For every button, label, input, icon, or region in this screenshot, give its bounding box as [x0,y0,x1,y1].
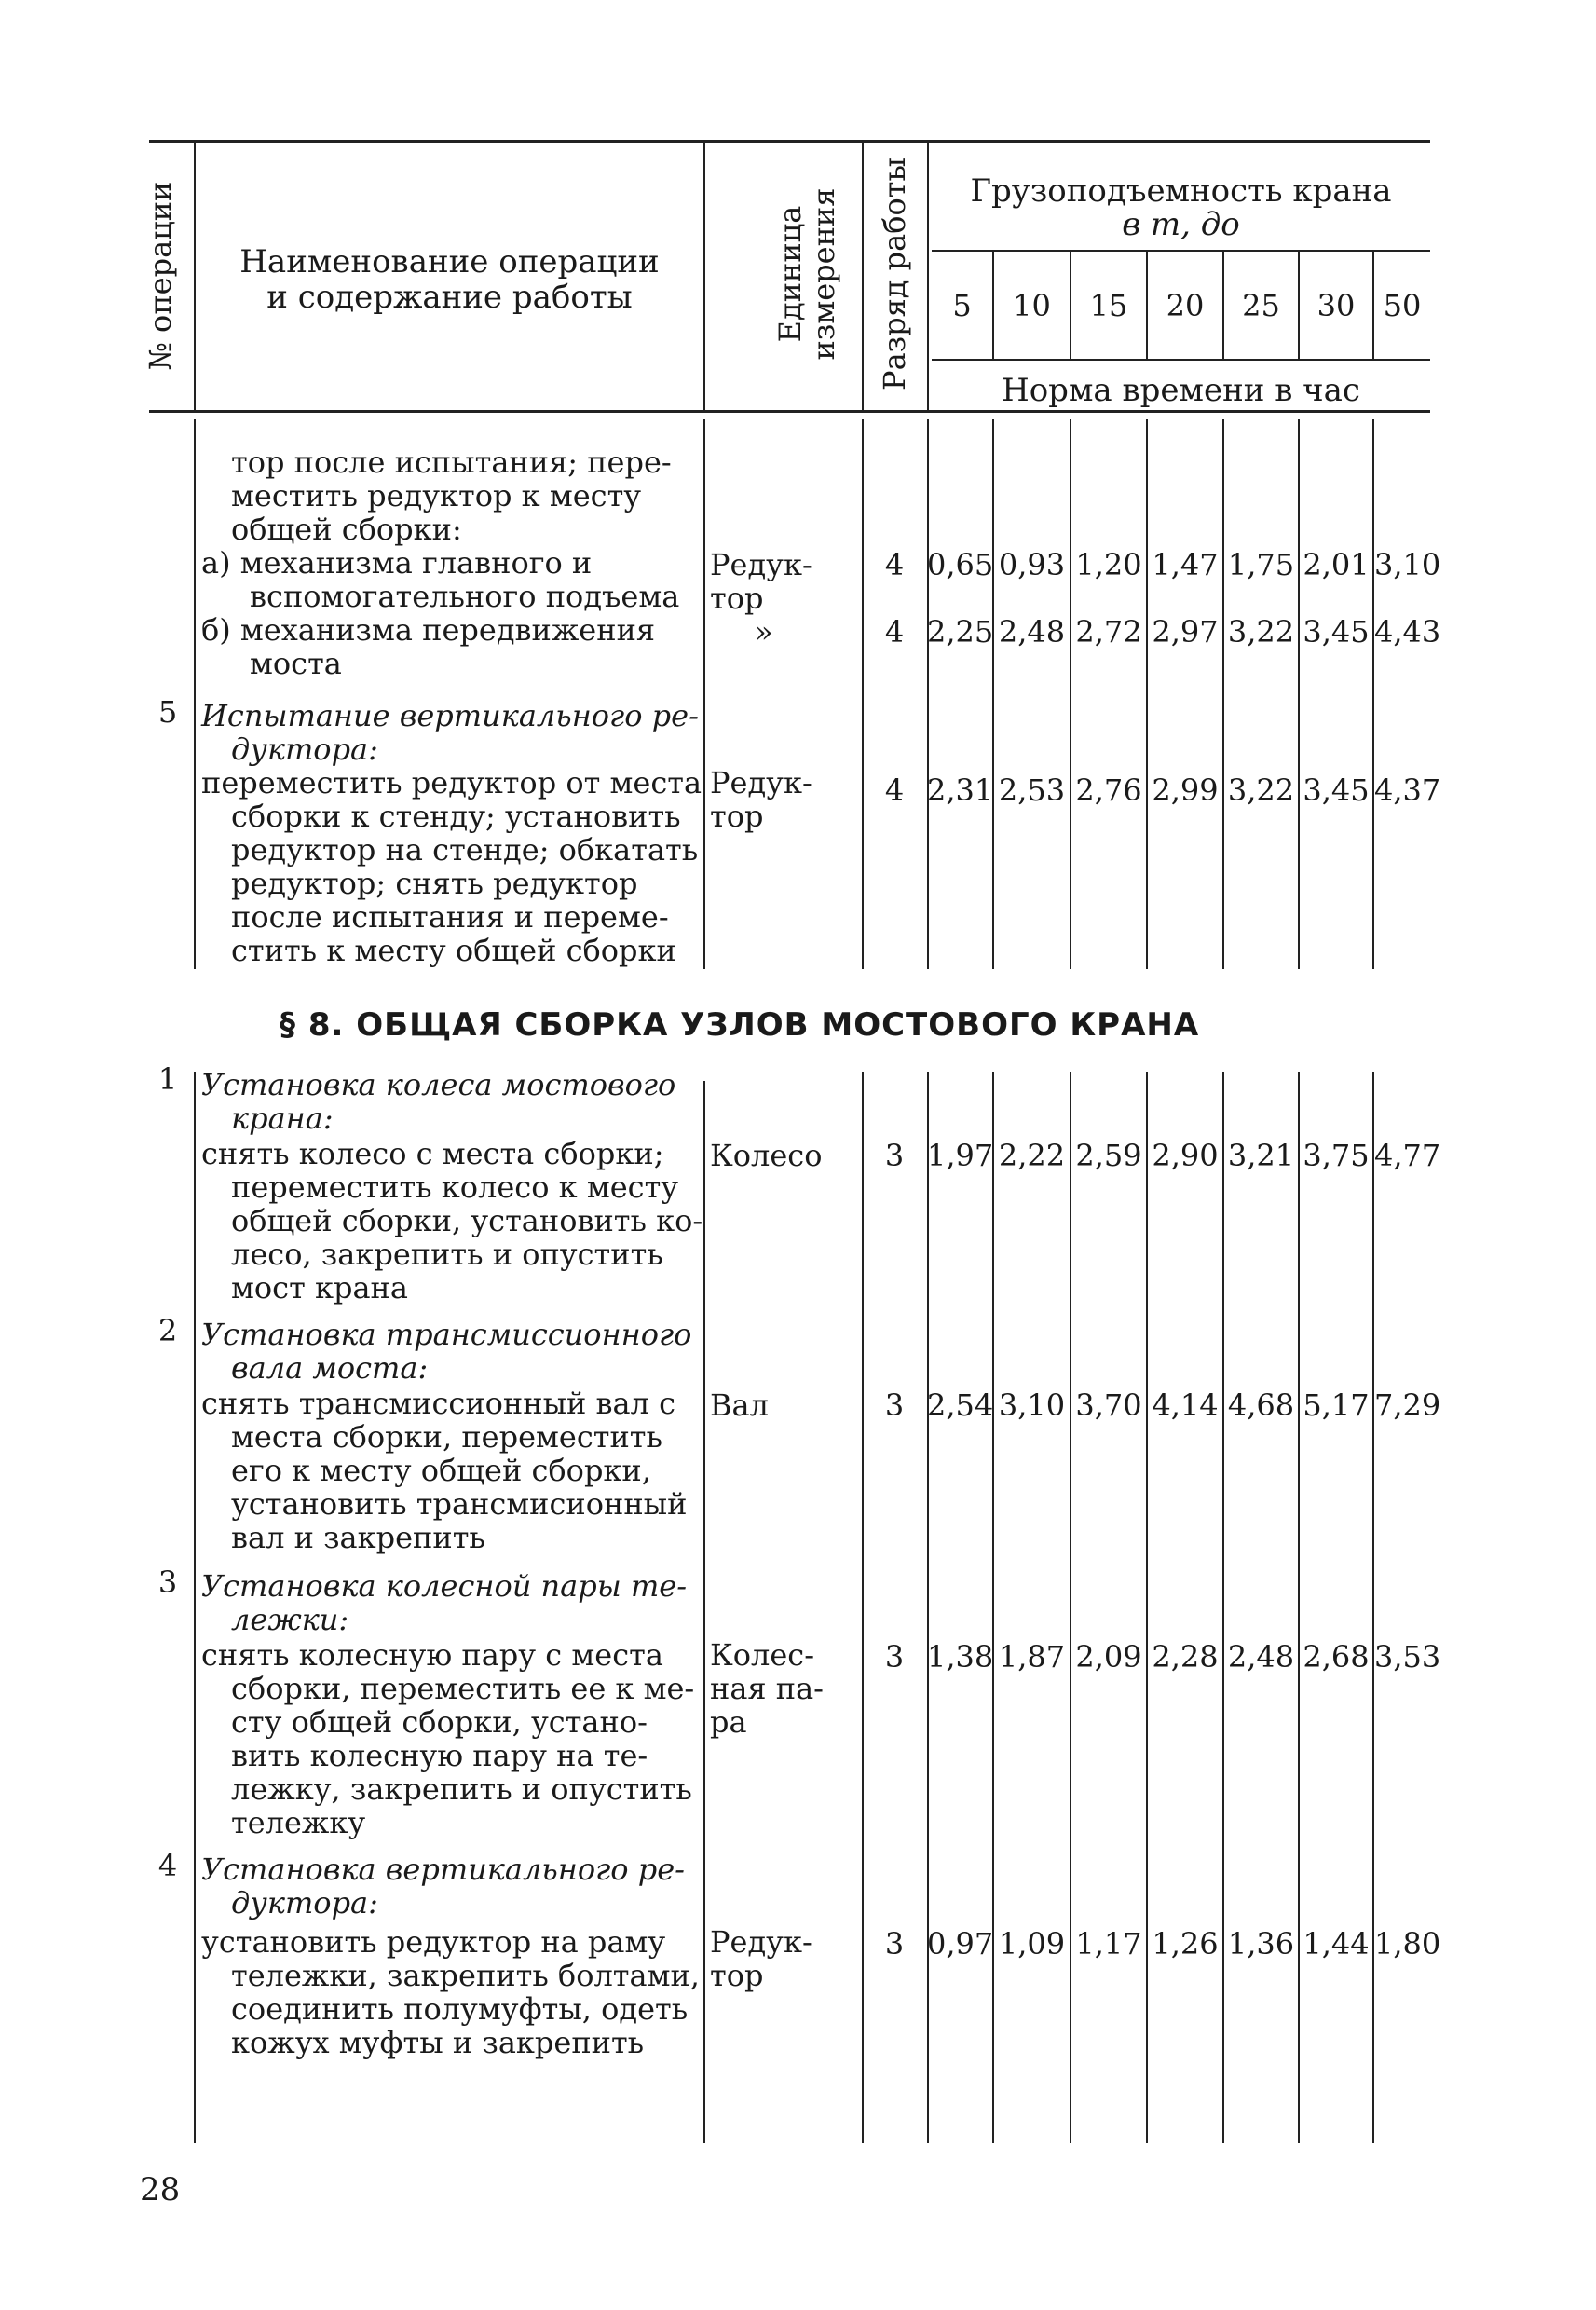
op2-title-2: вала моста: [231,1350,429,1386]
op5-title-2: дуктора: [231,731,378,767]
op1-line-4: лесо, закрепить и опустить [231,1237,663,1272]
op5-number: 5 [157,694,178,730]
row-a-v25: 1,75 [1227,547,1295,582]
op1-title-1: Установка колеса мостового [201,1067,676,1102]
op5-unit1: Редук- [710,765,812,800]
op1-title-2: крана: [231,1100,334,1136]
body2-cap-sep-2 [1070,1072,1071,2143]
op5-line-6: стить к месту общей сборки [231,933,676,968]
capacity-underline [932,250,1430,252]
row-a-grade: 4 [884,547,905,582]
header-unit-line1: Единица [772,205,808,343]
op2-v20: 4,14 [1152,1387,1219,1423]
op2-line-5: вал и закрепить [231,1520,485,1555]
op2-number: 2 [157,1313,178,1348]
op5-line-4: редуктор; снять редуктор [231,866,638,901]
row-b-v50: 4,43 [1374,614,1441,649]
body1-cap-sep-2 [1070,419,1071,969]
op4-v10: 1,09 [998,1926,1066,1961]
capacity-col-10: 10 [1013,288,1051,323]
op4-v30: 1,44 [1303,1926,1370,1961]
row-b-v15: 2,72 [1075,614,1142,649]
op5-line-5: после испытания и переме- [231,899,669,935]
op5-grade: 4 [884,772,905,808]
row-b-grade: 4 [884,614,905,649]
op4-v15: 1,17 [1075,1926,1142,1961]
op3-v30: 2,68 [1303,1639,1370,1674]
op4-unit1: Редук- [710,1924,812,1960]
op2-line-1: снять трансмиссионный вал с [201,1386,676,1421]
cont-line-2: местить редуктор к месту [231,478,642,513]
row-b-v10: 2,48 [998,614,1066,649]
row-b-unit1: » [755,614,773,649]
op4-line-2: тележки, закрепить болтами, [231,1958,700,1993]
row-a-unit1: Редук- [710,547,812,582]
body2-cap-sep-5 [1298,1072,1300,2143]
body1-col-sep-1 [194,419,196,969]
op2-title-1: Установка трансмиссионного [201,1317,692,1352]
op1-line-1: снять колесо с места сборки; [201,1136,664,1171]
capacity-col-30: 30 [1316,288,1356,323]
op4-title-2: дуктора: [231,1885,378,1920]
hdr-col-sep-4 [927,140,929,410]
op2-line-4: установить трансмисионный [231,1486,688,1522]
row-b-v5: 2,25 [927,614,994,649]
op2-v50: 7,29 [1374,1387,1441,1423]
body1-col-sep-3 [862,419,864,969]
body1-col-sep-4 [927,419,929,969]
op4-grade: 3 [884,1926,905,1961]
op4-v20: 1,26 [1152,1926,1219,1961]
row-a-v15: 1,20 [1075,547,1142,582]
op2-line-3: его к месту общей сборки, [231,1453,651,1488]
op1-v15: 2,59 [1075,1138,1142,1173]
op3-line-3: сту общей сборки, устано- [231,1704,648,1740]
op5-v15: 2,76 [1075,772,1142,808]
header-name-line2: и содержание работы [266,279,633,316]
op3-title-2: лежки: [231,1602,349,1637]
op5-v30: 3,45 [1303,772,1370,808]
op4-title-1: Установка вертикального ре- [201,1852,685,1887]
op3-line-6: тележку [231,1805,366,1840]
op3-unit1: Колес- [710,1637,815,1673]
op2-grade: 3 [884,1387,905,1423]
body1-col-sep-2 [703,419,705,969]
op3-v10: 1,87 [998,1639,1066,1674]
op3-line-1: снять колесную пару с места [201,1637,663,1673]
op5-v50: 4,37 [1374,772,1441,808]
op5-v10: 2,53 [998,772,1066,808]
header-norm-label: Норма времени в час [1002,372,1360,409]
op2-v5: 2,54 [927,1387,994,1423]
body1-cap-sep-5 [1298,419,1300,969]
cont-line-5: вспомогательного подъема [250,579,680,614]
norm-overline [932,359,1430,361]
op5-v25: 3,22 [1227,772,1295,808]
op5-unit2: тор [710,799,764,834]
capacity-col-15: 15 [1089,288,1128,323]
body2-cap-sep-6 [1372,1072,1374,2143]
row-a-v5: 0,65 [927,547,994,582]
header-bottom-rule [149,410,1430,413]
cont-line-3: общей сборки: [231,512,462,547]
op1-v10: 2,22 [998,1138,1066,1173]
op4-line-4: кожух муфты и закрепить [231,2025,645,2060]
body2-col-sep-1 [194,1072,196,2143]
op1-v25: 3,21 [1227,1138,1295,1173]
op1-line-3: общей сборки, установить ко- [231,1203,703,1238]
op3-grade: 3 [884,1639,905,1674]
row-a-v50: 3,10 [1374,547,1441,582]
op1-grade: 3 [884,1138,905,1173]
op2-v30: 5,17 [1303,1387,1370,1423]
row-b-v25: 3,22 [1227,614,1295,649]
op1-number: 1 [157,1061,178,1097]
row-b-v30: 3,45 [1303,614,1370,649]
op5-title-1: Испытание вертикального ре- [201,698,699,733]
op3-unit3: ра [710,1704,747,1740]
body2-col-sep-3 [862,1072,864,2143]
capacity-col-5: 5 [952,288,972,323]
row-a-v30: 2,01 [1303,547,1370,582]
op5-line-2: сборки к стенду; установить [231,799,681,834]
capacity-col-20: 20 [1166,288,1205,323]
op3-number: 3 [157,1565,178,1600]
cont-line-6: б) механизма передвижения [201,612,656,648]
op4-line-1: установить редуктор на раму [201,1924,666,1960]
op5-v20: 2,99 [1152,772,1219,808]
cont-line-4: а) механизма главного и [201,545,593,581]
body2-cap-sep-3 [1146,1072,1148,2143]
op1-v5: 1,97 [927,1138,994,1173]
header-capacity-line1: Грузоподъемность крана [970,172,1392,210]
body1-cap-sep-4 [1222,419,1224,969]
row-a-v20: 1,47 [1152,547,1219,582]
hdr-col-sep-3 [862,140,864,410]
op5-v5: 2,31 [927,772,994,808]
op4-unit2: тор [710,1958,764,1993]
capacity-col-25: 25 [1242,288,1280,323]
op4-v50: 1,80 [1374,1926,1441,1961]
cont-line-1: тор после испытания; пере- [231,444,672,480]
body2-col-sep-2 [703,1081,705,2143]
op3-line-4: вить колесную пару на те- [231,1738,648,1773]
body1-cap-sep-3 [1146,419,1148,969]
op1-line-5: мост крана [231,1270,408,1305]
op1-v20: 2,90 [1152,1138,1219,1173]
op2-line-2: места сборки, переместить [231,1419,662,1455]
op4-line-3: соединить полумуфты, одеть [231,1991,689,2027]
header-name-line1: Наименование операции [239,243,660,280]
hdr-col-sep-2 [703,140,705,410]
header-grade: Разряд работы [877,157,912,390]
op3-v5: 1,38 [927,1639,994,1674]
capacity-col-50: 50 [1383,288,1422,323]
body2-col-sep-4 [927,1072,929,2143]
op3-line-2: сборки, переместить ее к ме- [231,1671,695,1706]
body2-cap-sep-1 [992,1072,994,2143]
op3-unit2: ная па- [710,1671,824,1706]
op1-unit1: Колесо [710,1138,823,1173]
op5-line-1: переместить редуктор от места [201,765,703,800]
op2-v10: 3,10 [998,1387,1066,1423]
row-a-v10: 0,93 [998,547,1066,582]
op1-v50: 4,77 [1374,1138,1441,1173]
op3-line-5: лежку, закрепить и опустить [231,1771,692,1807]
op3-title-1: Установка колесной пары те- [201,1568,688,1604]
header-capacity-line2: в т, до [1122,206,1240,243]
op1-line-2: переместить колесо к месту [231,1169,679,1205]
op1-v30: 3,75 [1303,1138,1370,1173]
body2-cap-sep-4 [1222,1072,1224,2143]
op4-v25: 1,36 [1227,1926,1295,1961]
op3-v20: 2,28 [1152,1639,1219,1674]
header-op-no: № операции [143,181,178,371]
row-b-v20: 2,97 [1152,614,1219,649]
op3-v15: 2,09 [1075,1639,1142,1674]
section-title: § 8. ОБЩАЯ СБОРКА УЗЛОВ МОСТОВОГО КРАНА [280,1006,1200,1044]
header-unit-line2: измерения [806,187,841,361]
op2-v15: 3,70 [1075,1387,1142,1423]
body1-cap-sep-1 [992,419,994,969]
body1-cap-sep-6 [1372,419,1374,969]
op4-v5: 0,97 [927,1926,994,1961]
row-a-unit2: тор [710,581,764,616]
op3-v50: 3,53 [1374,1639,1441,1674]
op3-v25: 2,48 [1227,1639,1295,1674]
op2-unit1: Вал [710,1387,769,1423]
op2-v25: 4,68 [1227,1387,1295,1423]
op5-line-3: редуктор на стенде; обкатать [231,832,699,868]
op4-number: 4 [157,1848,178,1883]
header-top-rule [149,140,1430,143]
cont-line-7: моста [250,646,342,681]
page-number: 28 [140,2171,181,2208]
